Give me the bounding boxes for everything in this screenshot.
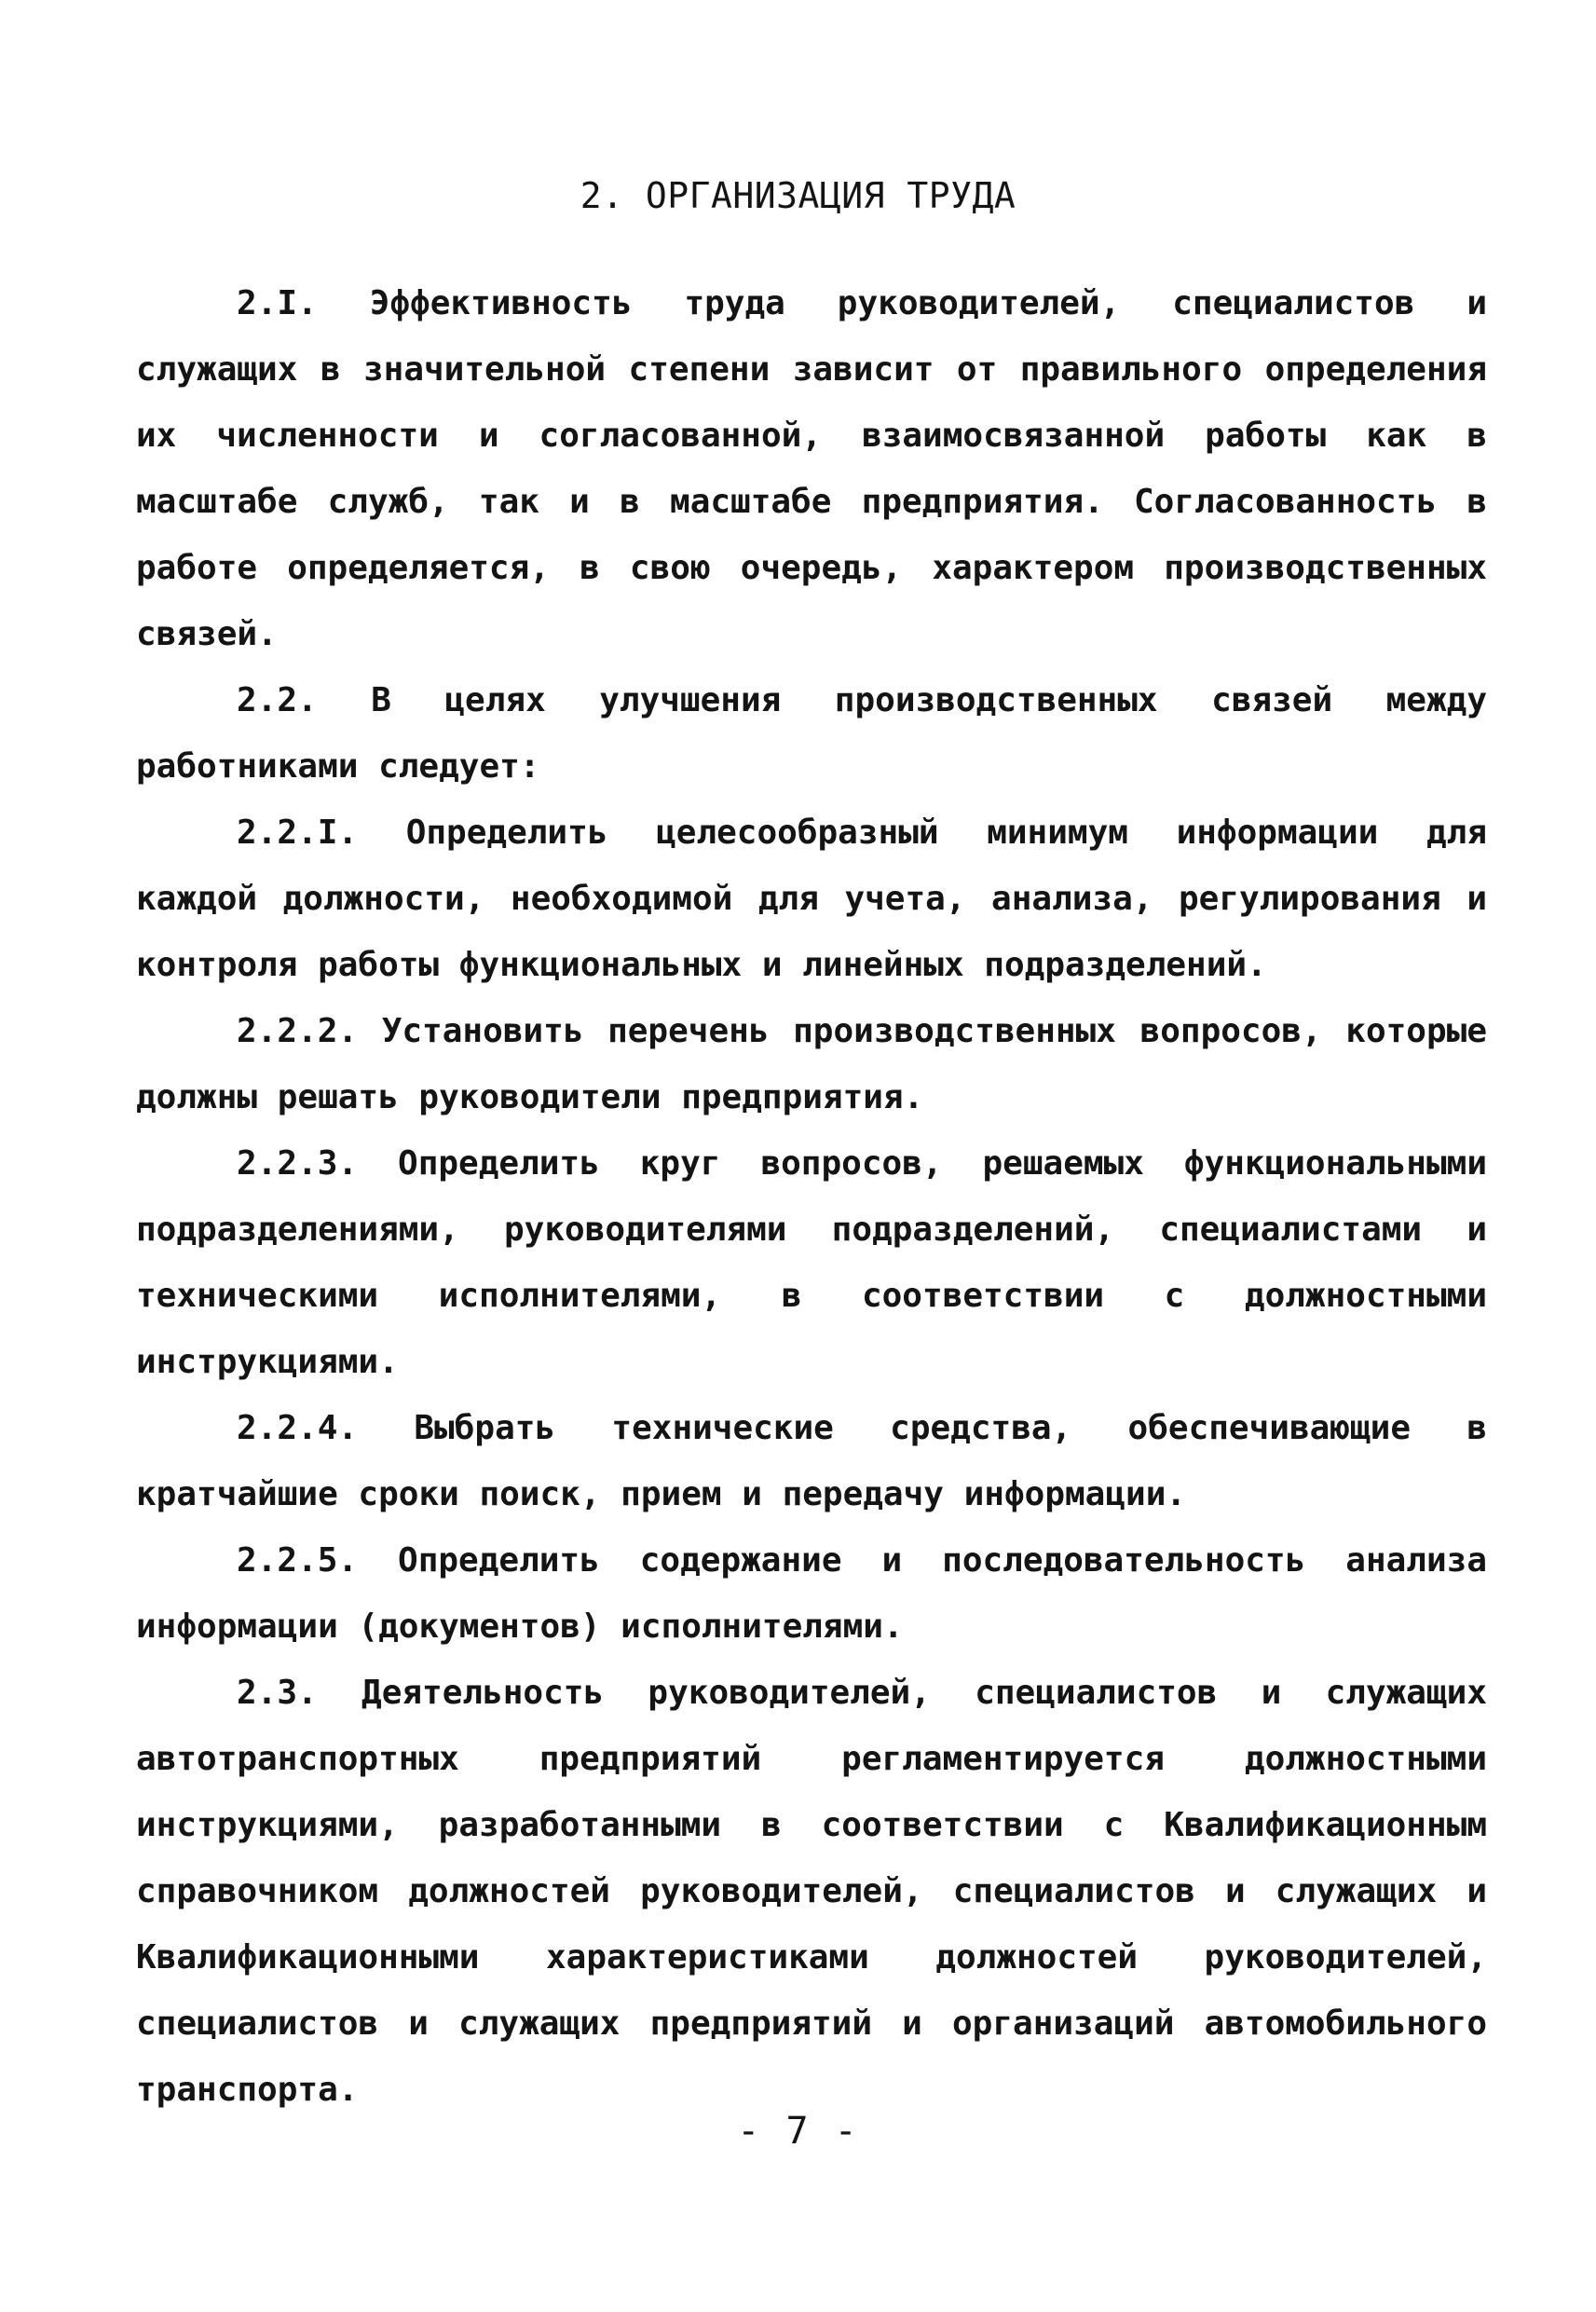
paragraph-2-2-2: 2.2.2. Установить перечень производственных вопросов, которые должны решать руководители предприятия. (136, 1012, 1487, 1116)
paragraph-2-2-1: 2.2.I. Определить целесообразный минимум информации для каждой должности, необходимой для учета, анализа, регулирования и контроля работы функциональных и линейных подразделений. (136, 814, 1487, 984)
paragraph-2-1: 2.I. Эффективность труда руководителей, специалистов и служащих в значительной степени зависит от правильного определения их численности и согласованной, взаимосвязанной работы как в масштабе служб, так и в масштабе предприятия. Согласованность в работе определяется, в свою очередь, характером производственных связей. (136, 284, 1487, 653)
paragraph-2-2-5: 2.2.5. Определить содержание и последовательность анализа информации (документов) исполнителями. (136, 1541, 1487, 1646)
paragraph-2-2-4: 2.2.4. Выбрать технические средства, обеспечивающие в кратчайшие сроки поиск, прием и передачу информации. (136, 1409, 1487, 1513)
page-number: - 7 - (737, 2110, 859, 2153)
paragraph-2-2-3: 2.2.3. Определить круг вопросов, решаемых функциональными подразделениями, руководителями подразделений, специалистами и техническими исполнителями, в соответствии с должностными инструкциями. (136, 1144, 1487, 1381)
section-heading: 2. ОРГАНИЗАЦИЯ ТРУДА (580, 175, 1016, 216)
paragraph-2-3: 2.3. Деятельность руководителей, специалистов и служащих автотранспортных предприятий регламентируется должностными инструкциями, разработанными в соответствии с Квалификационным справочником должностей руководителей, специалистов и служащих и Квалификационными характеристиками должностей руководителей, специалистов и служащих предприятий и организаций автомобильного транспорта. (136, 1674, 1487, 2109)
paragraph-2-2: 2.2. В целях улучшения производственных связей между работниками следует: (136, 681, 1487, 786)
section-body (136, 270, 1487, 2123)
